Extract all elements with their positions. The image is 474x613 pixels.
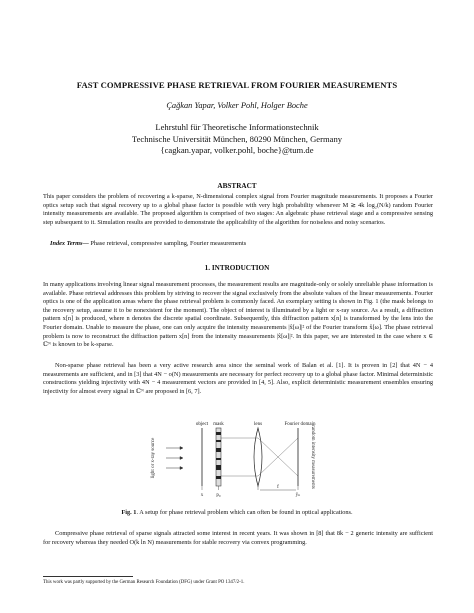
caption-text: . A setup for phase retrieval problem which can often be found in optical applications. [136,509,353,516]
abstract-heading: ABSTRACT [217,182,257,190]
p0-label: p₀ [216,493,221,498]
affiliation-block [20,122,454,157]
x-label: x [200,493,204,498]
lens [254,428,262,486]
measurement-label: random intensity measurements [310,425,315,489]
intro-paragraph-2: Non-sparse phase retrieval has been a very active research area since the seminal work of Balan et al. [1]. It is proven in [2] that 4N − 4 measurements are sufficient, and in [3] that 4N − o(N) measurements are necessary for perfect recovery up to a global phase factor. Minimal deterministic constructions yielding injectivity with 4N − 4 measurement vectors are provided in [4, 5]. Also, explicit deterministic measurement ensembles ensuring injectivity for almost every signal in ℂᴺ are proposed in [6, 7]. [43,362,433,395]
lens-label: lens [253,422,263,427]
index-terms [50,240,433,249]
intro-paragraph-3: Compressive phase retrieval of sparse signals attracted some interest in recent years. It was shown in [8] that 8k − 2 generic intensity are sufficient for recovery whereas they needed O(k ln N) measurements for stable recovery via convex programming. [43,530,433,546]
yn-label: ŷₙ [295,493,301,498]
paper-title: FAST COMPRESSIVE PHASE RETRIEVAL FROM FOURIER MEASUREMENTS [76,80,398,90]
figure-1 [140,418,335,498]
figure-caption [20,509,454,516]
fourier-domain-label: Fourier domain [284,422,316,427]
affiliation-line-2: Technische Universität München, 80290 München, Germany [131,133,343,144]
affiliation-line-1: Lehrstuhl für Theoretische Informationstechnik [155,122,319,132]
intro-paragraph-1: In many applications involving linear signal measurement processes, the measurement results are magnitude-only or solely unreliable phase information is available. Phase retrieval addresses this problem by striving to recover the signal exclusively from the absolute values of the linear measurements. Fourier optics is one of the application areas where the phase retrieval problem is commonly faced. An exemplary setting is shown in Fig. 1 (the mask belongs to the recovery setup, assume it to be nonexistent for the moment). The object of interest is illuminated by a light or x-ray source. As a result, a diffraction pattern x[n] is produced, where n denotes the discrete spatial coordinate. Subsequently, this diffraction pattern x[n] is transformed by the lens into the Fourier domain. Unable to measure the phase, one can only acquire the intensity measurements |x̂[ω]|² of the Fourier transform x̂[ω]. The phase retrieval problem is now to reconstruct the diffraction pattern x[n] from the intensity measurements |x̂[ω]|². In this paper, we are interested in the case where x ∈ ℂᴺ is known to be k-sparse. [43,281,433,349]
axis-markers [202,486,298,490]
index-terms-text: Phase retrieval, compressive sampling, Fourier measurements [88,240,247,247]
source-rays [166,447,183,470]
f-label: f [277,485,279,490]
footnote: This work was partly supported by the German Research Foundation (DFG) under Grant PO 1347/2-1. [43,580,245,585]
index-terms-label: Index Terms— [50,240,89,247]
paper-authors: Çağkan Yapar, Volker Pohl, Holger Boche [166,101,308,110]
mask-label: mask [213,422,224,427]
affiliation-line-3: {cagkan.yapar, volker.pohl, boche}@tum.de [160,145,314,155]
intro-heading: 1. INTRODUCTION [204,264,270,272]
footnote-rule [43,576,133,577]
object-label: object [195,422,209,427]
source-label: light or x-ray source [151,437,156,479]
caption-label: Fig. 1 [121,509,137,516]
abstract-text: This paper considers the problem of recovering a k-sparse, N-dimensional complex signal from Fourier magnitude measurements. It proposes a Fourier optics setup such that signal recovery up to a global phase factor is possible with very high probability whenever M ≳ 4k log₂(N/k) random Fourier intensity measurements are available. The proposed algorithm is comprised of two stages: An algebraic phase retrieval stage and a compressive sensing step subsequent to it. Simulation results are provided to demonstrate the applicability of the algorithm for noiseless and noisy scenarios. [43,193,433,226]
lens-rays [221,438,298,476]
